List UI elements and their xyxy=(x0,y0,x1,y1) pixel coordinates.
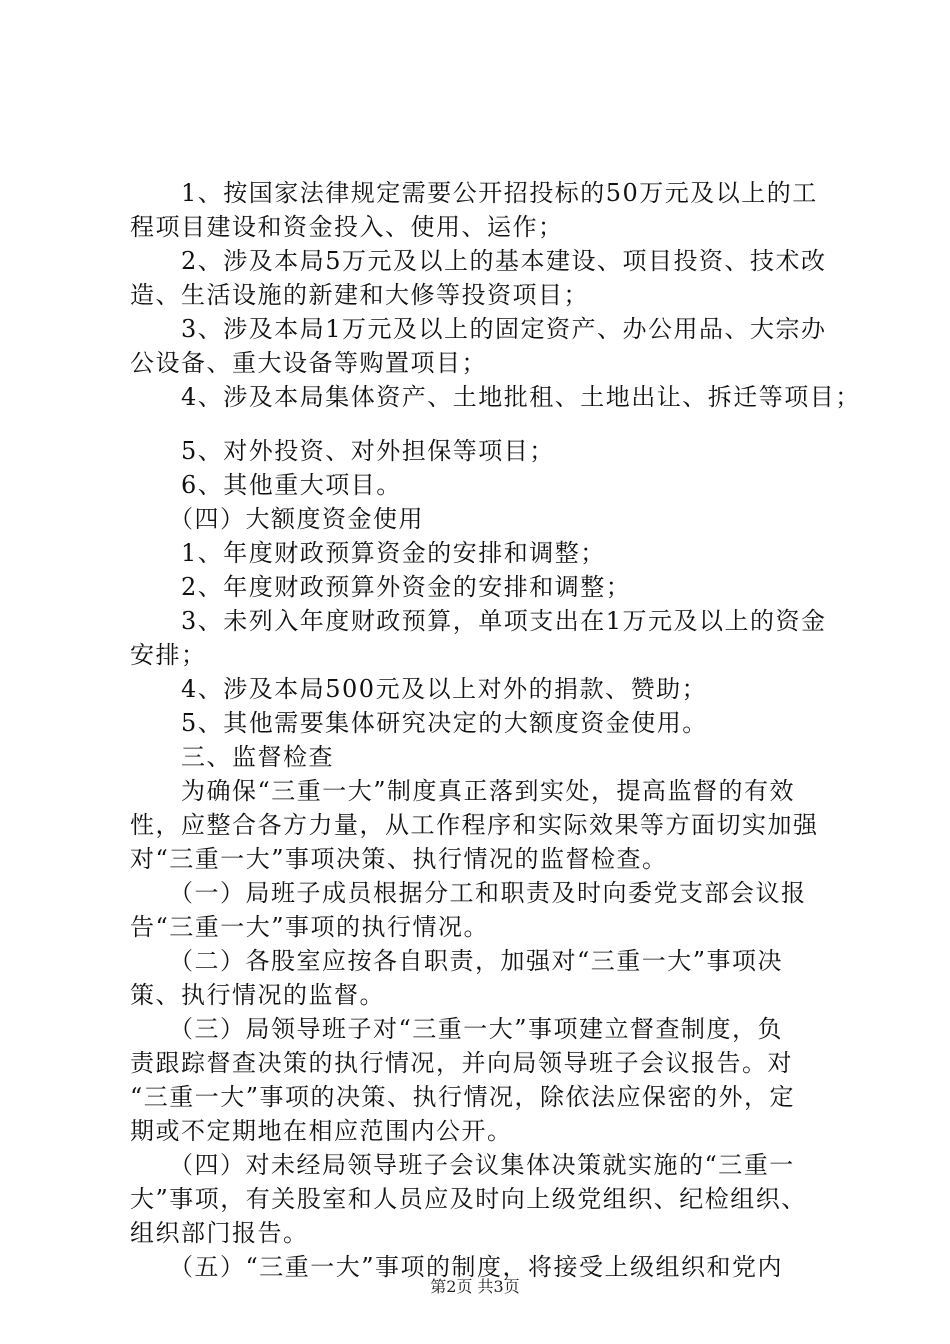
text-line: （五）“三重一大”事项的制度，将接受上级组织和党内 xyxy=(130,1253,784,1281)
text-line: 2、年度财政预算外资金的安排和调整； xyxy=(130,573,632,601)
text-line: 大”事项，有关股室和人员应及时向上级党组织、纪检组织、 xyxy=(130,1185,807,1213)
text-line: 4、涉及本局集体资产、土地批租、土地出让、拆迁等项目； xyxy=(130,383,861,411)
text-line: 为确保“三重一大”制度真正落到实处，提高监督的有效 xyxy=(130,777,796,805)
text-line: 4、涉及本局500元及以上对外的捐款、赞助； xyxy=(130,675,708,703)
text-line: 性，应整合各方力量，从工作程序和实际效果等方面切实加强 xyxy=(130,811,819,839)
text-line: 公设备、重大设备等购置项目； xyxy=(130,349,487,377)
text-line: 责跟踪督查决策的执行情况，并向局领导班子会议报告。对 xyxy=(130,1049,793,1077)
text-line: 3、涉及本局1万元及以上的固定资产、办公用品、大宗办 xyxy=(130,315,827,343)
text-line: 6、其他重大项目。 xyxy=(130,471,402,499)
text-line: 期或不定期地在相应范围内公开。 xyxy=(130,1117,513,1145)
text-line: 对“三重一大”事项决策、执行情况的监督检查。 xyxy=(130,845,668,873)
text-line: 3、未列入年度财政预算，单项支出在1万元及以上的资金 xyxy=(130,607,827,635)
text-line: （二）各股室应按各自职责，加强对“三重一大”事项决 xyxy=(130,947,784,975)
text-line: （三）局领导班子对“三重一大”事项建立督查制度，负 xyxy=(130,1015,784,1043)
text-line: 安排； xyxy=(130,641,207,669)
text-line: 1、按国家法律规定需要公开招投标的50万元及以上的工 xyxy=(130,179,818,207)
section-heading: （四）大额度资金使用 xyxy=(130,505,424,533)
text-line: 1、年度财政预算资金的安排和调整； xyxy=(130,539,606,567)
text-line: （一）局班子成员根据分工和职责及时向委党支部会议报 xyxy=(130,879,807,907)
text-line: 策、执行情况的监督。 xyxy=(130,981,385,1009)
text-line: 5、对外投资、对外担保等项目； xyxy=(130,437,555,465)
text-line: （四）对未经局领导班子会议集体决策就实施的“三重一 xyxy=(130,1151,795,1179)
text-line: 造、生活设施的新建和大修等投资项目； xyxy=(130,281,589,309)
text-line: 5、其他需要集体研究决定的大额度资金使用。 xyxy=(130,709,708,737)
text-line: 2、涉及本局5万元及以上的基本建设、项目投资、技术改 xyxy=(130,247,827,275)
document-body xyxy=(130,176,861,1284)
text-line: “三重一大”事项的决策、执行情况，除依法应保密的外，定 xyxy=(130,1083,796,1111)
page-number-footer: 第2页 共3页 xyxy=(430,1277,520,1296)
text-line: 程项目建设和资金投入、使用、运作； xyxy=(130,213,564,241)
text-line: 告“三重一大”事项的执行情况。 xyxy=(130,913,490,941)
section-heading: 三、监督检查 xyxy=(130,743,334,771)
text-line: 组织部门报告。 xyxy=(130,1219,309,1247)
